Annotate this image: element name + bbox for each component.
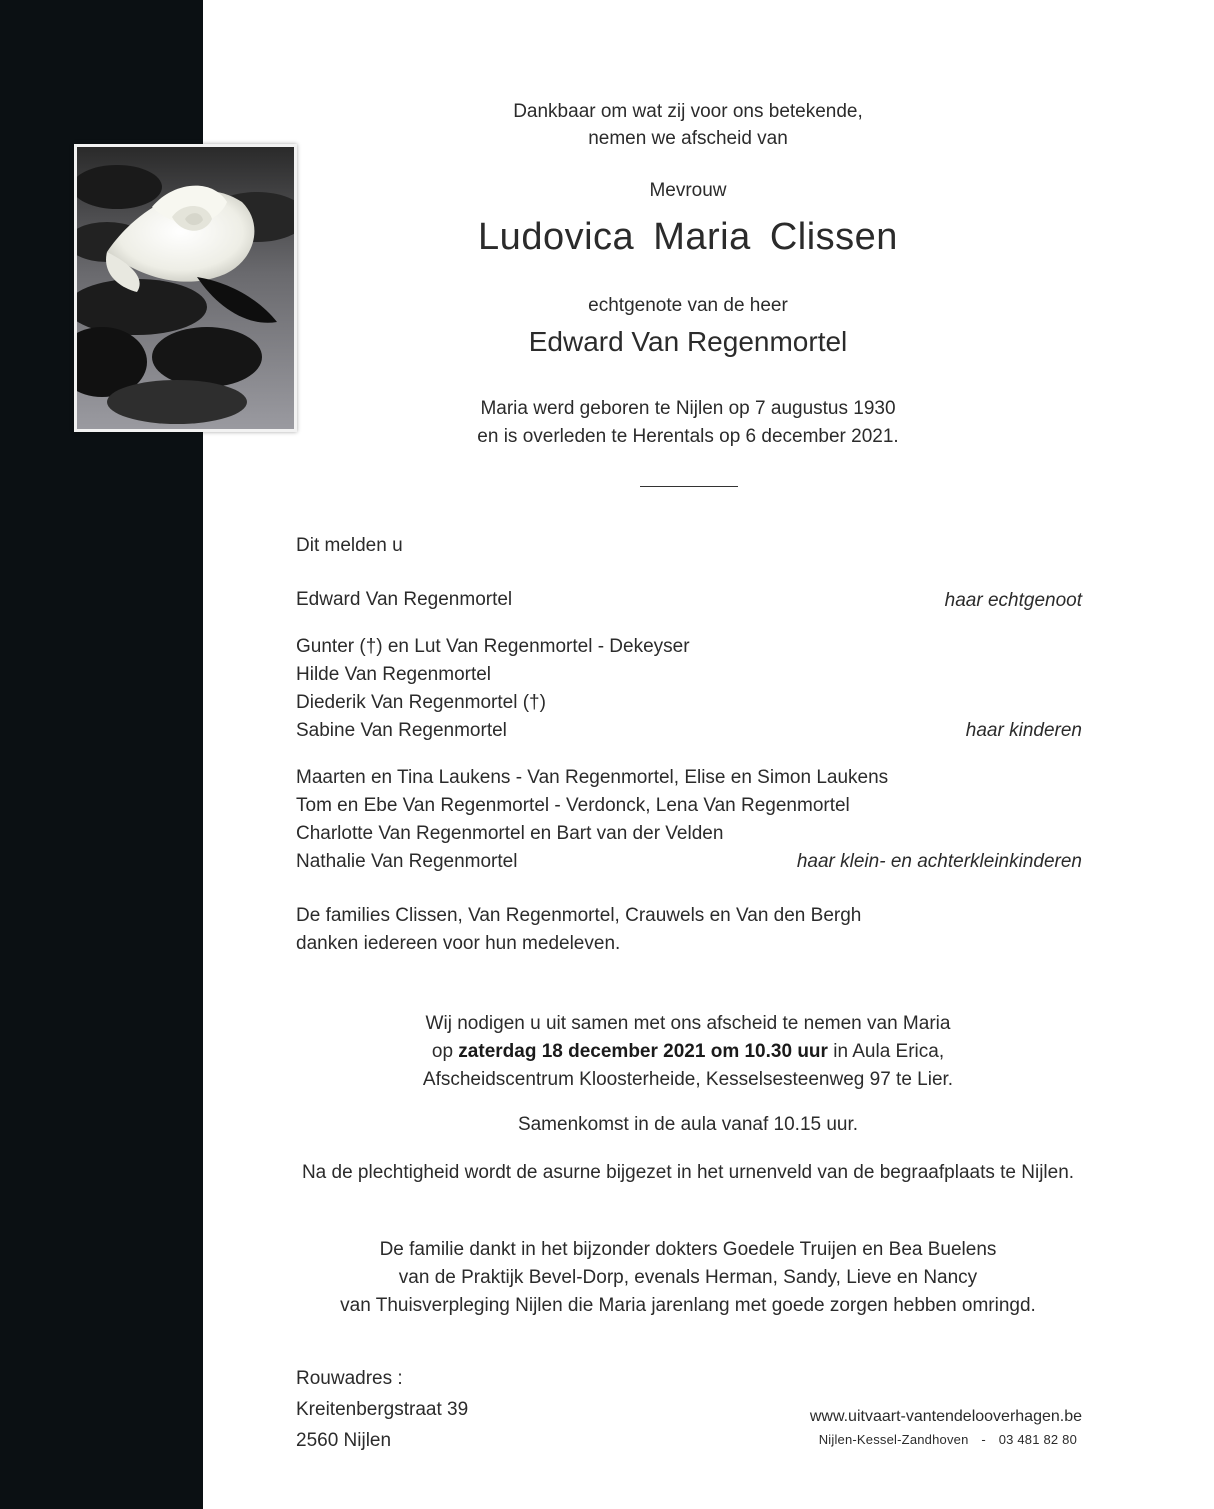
spouse-name: Edward Van Regenmortel	[528, 326, 848, 357]
mourning-address: Rouwadres : Kreitenbergstraat 39 2560 Nijlen	[296, 1368, 469, 1451]
gathering-text: Samenkomst in de aula vanaf 10.15 uur.	[517, 1114, 859, 1135]
funeral-home-website[interactable]: www.uitvaart-vantendelooverhagen.be	[809, 1408, 1082, 1425]
ceremony-datetime: zaterdag 18 december 2021 om 10.30 uur	[458, 1041, 828, 1062]
children-group: Gunter (†) en Lut Van Regenmortel - Dekeyser Hilde Van Regenmortel Diederik Van Regenmortel (†) Sabine Van Regenmortel	[296, 636, 690, 741]
grandchildren-role: haar klein- en achterkleinkinderen	[796, 851, 1082, 872]
intro-text: Dankbaar om wat zij voor ons betekende, nemen we afscheid van	[513, 101, 863, 149]
grandchildren-group: Maarten en Tina Laukens - Van Regenmortel, Elise en Simon Laukens Tom en Ebe Van Regenmortel - Verdonck, Lena Van Regenmortel Charlotte Van Regenmortel en Bart van der Velden Nathalie Van Regenmortel	[296, 767, 889, 872]
invitation-text: Wij nodigen u uit samen met ons afscheid te nemen van Maria op zaterdag 18 december 2021 om 10.30 uur in Aula Erica, Afscheidscentrum Kloosterheide, Kesselsesteenweg 97 te Lier.	[422, 1013, 954, 1090]
divider-line	[640, 486, 738, 487]
children-role: haar kinderen	[965, 720, 1082, 741]
funeral-home-contact: Nijlen-Kessel-Zandhoven - 03 481 82 80	[818, 1432, 1077, 1447]
announce-text: Dit melden u	[296, 535, 403, 556]
deceased-name: Ludovica Maria Clissen	[478, 216, 898, 258]
spouse-group: Edward Van Regenmortel	[296, 589, 513, 610]
thanks-text: De familie dankt in het bijzonder dokters Goedele Truijen en Bea Buelens van de Praktijk Bevel-Dorp, evenals Herman, Sandy, Lieve en Nancy van Thuisverpleging Nijlen die Maria jarenlang met goede zorgen hebben omringd.	[340, 1239, 1036, 1316]
spouse-role: haar echtgenoot	[944, 590, 1082, 611]
life-dates: Maria werd geboren te Nijlen op 7 augustus 1930 en is overleden te Herentals op 6 december 2021.	[477, 398, 899, 447]
burial-text: Na de plechtigheid wordt de asurne bijgezet in het urnenveld van de begraafplaats te Nijlen.	[301, 1162, 1075, 1183]
title-prefix: Mevrouw	[649, 180, 727, 201]
families-text: De families Clissen, Van Regenmortel, Crauwels en Van den Bergh danken iedereen voor hun medeleven.	[296, 905, 862, 954]
spouse-label: echtgenote van de heer	[588, 295, 788, 316]
